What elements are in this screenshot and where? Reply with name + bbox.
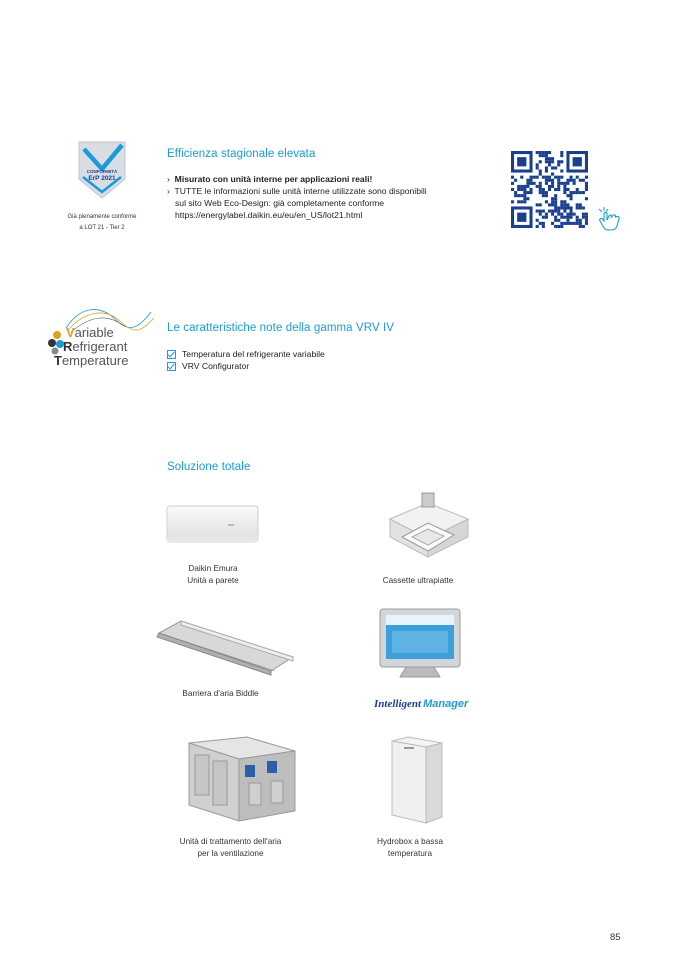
checkbox-icon [167, 362, 176, 371]
list-item [167, 360, 325, 372]
section1-bullets [167, 173, 487, 221]
list-item-label: Temperatura del refrigerante variabile [182, 349, 325, 359]
vrt-rest-2: efrigerant [72, 339, 128, 354]
wall-unit-image [166, 504, 259, 549]
caption-line1: Barriera d'aria Biddle [182, 689, 259, 698]
badge-caption-line1: Già pienamente conforme [67, 214, 137, 220]
intelligent-manager-image [378, 607, 462, 684]
caption-line1: Hydrobox a bassa [377, 837, 443, 846]
caption-line2: temperatura [387, 849, 433, 858]
section1-title: Efficienza stagionale elevata [167, 148, 316, 160]
cassette-image [382, 491, 474, 566]
vrt-logo [46, 300, 156, 375]
product-caption-ahu [168, 836, 293, 860]
bullet-1 [167, 173, 487, 185]
bullet-marker: › [167, 174, 170, 184]
vrt-word-3 [54, 354, 128, 367]
product-caption-emura [163, 563, 263, 587]
section2-list [167, 348, 325, 372]
badge-text-2: ErP 2021 [88, 175, 116, 182]
bullet-1-text: Misurato con unità interne per applicazioni reali! [174, 174, 373, 184]
caption-line2: Unità a parete [187, 576, 239, 585]
product-caption-hydrobox [360, 836, 460, 860]
qr-code-image [511, 151, 588, 228]
air-curtain-image [153, 619, 298, 682]
list-item [167, 348, 325, 360]
product-caption-biddle [168, 688, 273, 700]
vrt-initial-2: R [63, 339, 73, 354]
vrt-initial-3: T [54, 353, 62, 368]
product-caption-cassette [368, 575, 468, 587]
badge-text-1: CONFORMITÀ [86, 169, 118, 174]
badge-caption-line2: a LOT 21 - Tier 2 [79, 225, 125, 231]
checkbox-icon [167, 350, 176, 359]
caption-line1: Unità di trattamento dell'aria [179, 837, 282, 846]
hand-pointer-icon [595, 205, 625, 236]
intelligent-logo-part1: Intelligent [374, 698, 422, 710]
section3-title: Soluzione totale [167, 461, 251, 473]
erp-badge [78, 141, 126, 199]
intelligent-logo-part2: Manager [423, 698, 469, 710]
caption-line1: Cassette ultrapiatte [382, 576, 454, 585]
vrt-word-1 [66, 326, 114, 339]
bullet-2-line2: sul sito Web Eco-Design: già completamente conforme [175, 198, 385, 208]
qr-code[interactable] [511, 151, 588, 228]
vrt-word-2 [63, 340, 127, 353]
vrt-rest-3: emperature [61, 353, 129, 368]
bullet-2 [167, 185, 487, 197]
ahu-image [187, 735, 297, 830]
bullet-marker: › [167, 186, 170, 196]
hydrobox-image [386, 735, 446, 830]
eco-design-link[interactable]: https://energylabel.daikin.eu/eu/en_US/lot21.html [175, 210, 363, 220]
list-item-label: VRV Configurator [182, 361, 250, 371]
intelligent-manager-logo [374, 698, 468, 710]
caption-line1: Daikin Emura [188, 564, 238, 573]
page-number: 85 [610, 932, 621, 943]
badge-caption [52, 212, 152, 234]
vrt-rest-1: ariable [74, 325, 114, 340]
caption-line2: per la ventilazione [197, 849, 264, 858]
bullet-2-line1: TUTTE le informazioni sulle unità interne utilizzate sono disponibili [174, 186, 427, 196]
section2-title: Le caratteristiche note della gamma VRV IV [167, 322, 395, 334]
vrt-initial-1: V [66, 325, 75, 340]
